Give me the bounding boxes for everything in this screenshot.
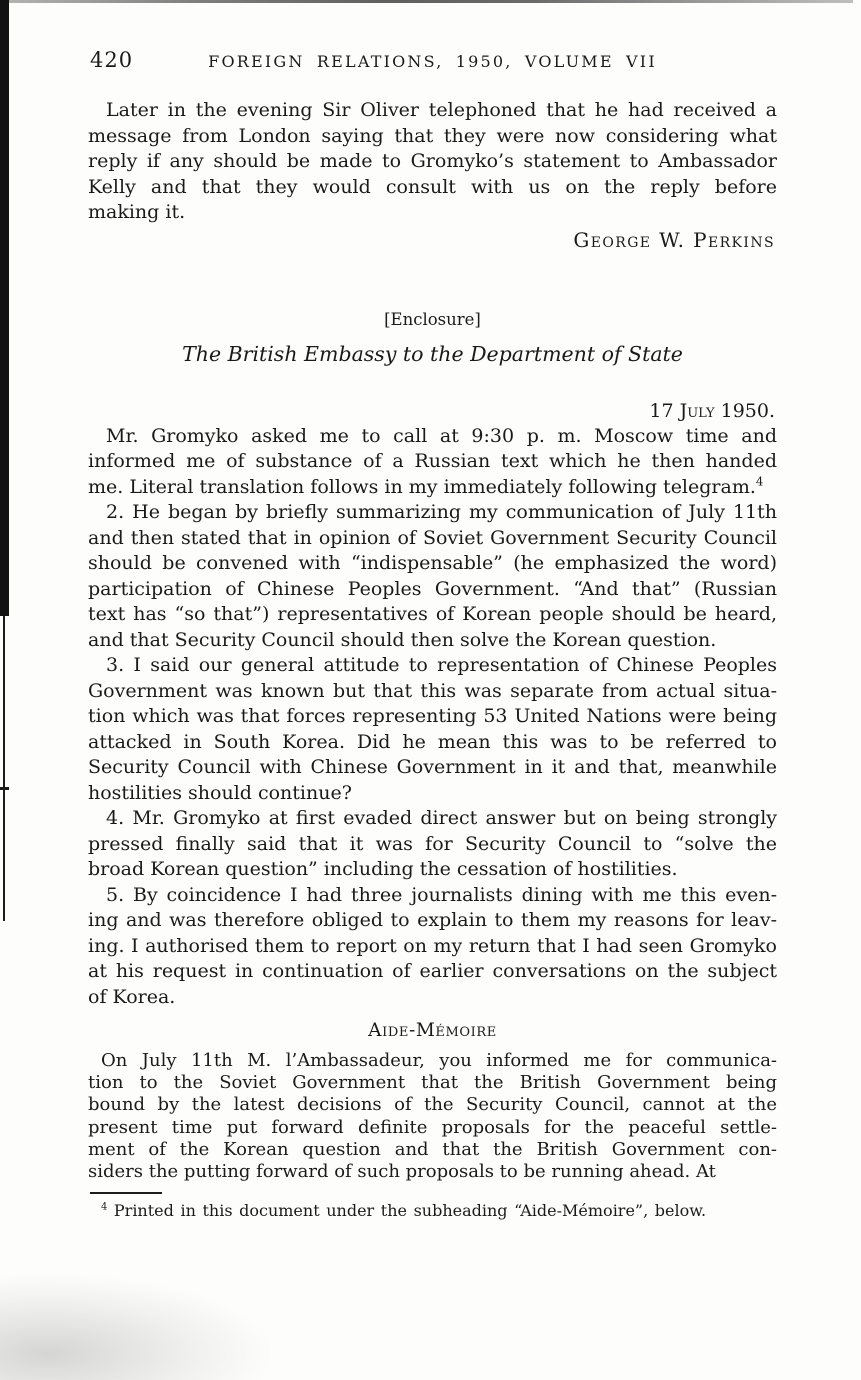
text-line [88,679,777,705]
text-line [88,908,777,934]
text-run: ment of the Korean question and that the British Government con- [88,1138,777,1160]
text-run: Kelly and that they would consult with us on the reply before [88,175,777,198]
text-line [88,704,777,730]
text-run: 4. Mr. Gromyko at first evaded direct answer but on being strongly [106,807,777,829]
text-run: attacked in South Korea. Did he mean this was to be referred to [88,730,777,753]
text-run: 1950. [714,399,775,422]
paragraph [88,883,777,1011]
text-run: reply if any should be made to Gromyko’s statement to Ambassador [88,150,777,172]
date-line [88,400,777,422]
small-caps-text: July [679,399,715,422]
text-line [88,475,777,501]
text-line [88,98,777,124]
text-run: making it. [88,201,186,223]
text-run: Mr. Gromyko asked me to call at 9:30 p. m. Moscow time and [106,424,777,447]
text-line [88,781,777,807]
text-run: pressed finally said that it was for Security Council to “solve the [88,832,777,855]
text-line [88,577,777,603]
text-line [88,959,777,985]
text-run: ing. I authorised them to report on my return that I had seen Gromyko [88,934,777,957]
document-page [88,50,777,1220]
text-run: and that Security Council should then solve the Korean question. [88,628,717,651]
text-run: bound by the latest decisions of the Security Council, cannot at the [88,1094,777,1116]
text-run: Security Council with Chinese Government in it and that, meanwhile [88,756,777,778]
text-line [88,985,777,1011]
text-run: 17 [649,399,680,422]
text-line [88,832,777,858]
scan-artifact-left-tick [0,787,9,790]
scan-artifact-left-edge [0,0,9,616]
text-line [88,653,777,679]
text-run: siders the putting forward of such proposals to be running ahead. At [88,1161,716,1183]
aide-memoire-body [88,1050,777,1183]
memo-body [88,98,777,226]
footnote-rule [90,1192,162,1194]
text-run: Government was known but that this was separate from actual situa- [88,679,777,702]
text-run: On July 11th [101,1050,248,1071]
text-run: tion which was that forces representing 53 United Nations were being [88,705,777,727]
paragraph [88,1050,777,1183]
text-run: 3. I said our general attitude to representation of Chinese Peoples [106,654,777,676]
text-run: Later in the evening Sir Oliver telephoned that he had received a [106,99,777,121]
text-line [88,1117,777,1139]
text-run: hostilities should continue? [88,781,352,804]
enclosure-body [88,424,777,1011]
text-line [88,1139,777,1161]
signature: George W. Perkins [573,227,775,252]
text-run: me. Literal translation follows in my immediately following telegram. [88,475,756,498]
page-header [88,50,777,72]
paragraph [88,98,777,226]
text-run: should be convened with “indispensable” (he emphasized the word) [88,552,777,574]
paragraph [88,500,777,653]
text-run: present time put forward definite proposals for the peaceful settle- [88,1116,777,1138]
scan-artifact-bottom-noise [0,1275,270,1380]
text-run: text has “so that”) representatives of Korean people should be heard, [88,603,777,625]
text-line [88,1050,777,1072]
text-line [88,149,777,175]
text-line [88,602,777,628]
enclosure-title: The British Embassy to the Department of State [182,341,683,366]
page-number: 420 [90,48,134,72]
paragraph [88,806,777,883]
text-run: , you informed me for communica- [419,1050,777,1071]
text-line [88,1161,777,1183]
text-run: tion to the Soviet Government that the British Government being [88,1072,777,1094]
text-run: participation of Chinese Peoples Government. “And that” (Russian [88,577,777,600]
footnote-marker: 4 [755,474,764,489]
text-run: at his request in continuation of earlier conversations on the subject [88,960,777,982]
text-line [88,730,777,756]
text-run: ing and was therefore obliged to explain to them my reasons for leav- [88,909,777,931]
scan-artifact-left-edge-thin [3,616,5,921]
text-line [88,175,777,201]
text-line [88,449,777,475]
text-line [88,755,777,781]
text-line [88,1094,777,1116]
paragraph [88,653,777,806]
text-line [88,883,777,909]
running-header: FOREIGN RELATIONS, 1950, VOLUME VII [208,52,657,71]
enclosure-label: [Enclosure] [384,309,481,329]
text-line [88,628,777,654]
text-run: 5. By coincidence I had three journalists dining with me this even- [106,883,777,906]
scan-artifact-top-edge [8,0,853,3]
text-line [88,934,777,960]
text-run: of Korea. [88,985,176,1008]
aide-memoire-heading: Aide-Mémoire [368,1020,497,1041]
text-line [88,200,777,226]
text-line [88,806,777,832]
footnote [88,1201,777,1220]
text-run: Printed in this document under the subheading “Aide-Mémoire”, below. [107,1201,707,1221]
text-run: broad Korean question” including the cessation of hostilities. [88,858,678,880]
text-line [88,424,777,450]
footnote-marker: 4 [101,1201,108,1213]
text-line [88,857,777,883]
text-run: and then stated that in opinion of Soviet Government Security Council [88,526,777,549]
text-line [88,526,777,552]
text-line [88,500,777,526]
text-run: 2. He began by briefly summarizing my communication of July 11th [106,501,777,523]
text-line [88,1072,777,1094]
paragraph [88,424,777,501]
text-run: message from London saying that they were now considering what [88,124,777,147]
text-run: informed me of substance of a Russian text which he then handed [88,450,777,472]
italic-text: M. l’Ambassadeur [247,1050,420,1071]
text-line [88,124,777,150]
text-line [88,551,777,577]
